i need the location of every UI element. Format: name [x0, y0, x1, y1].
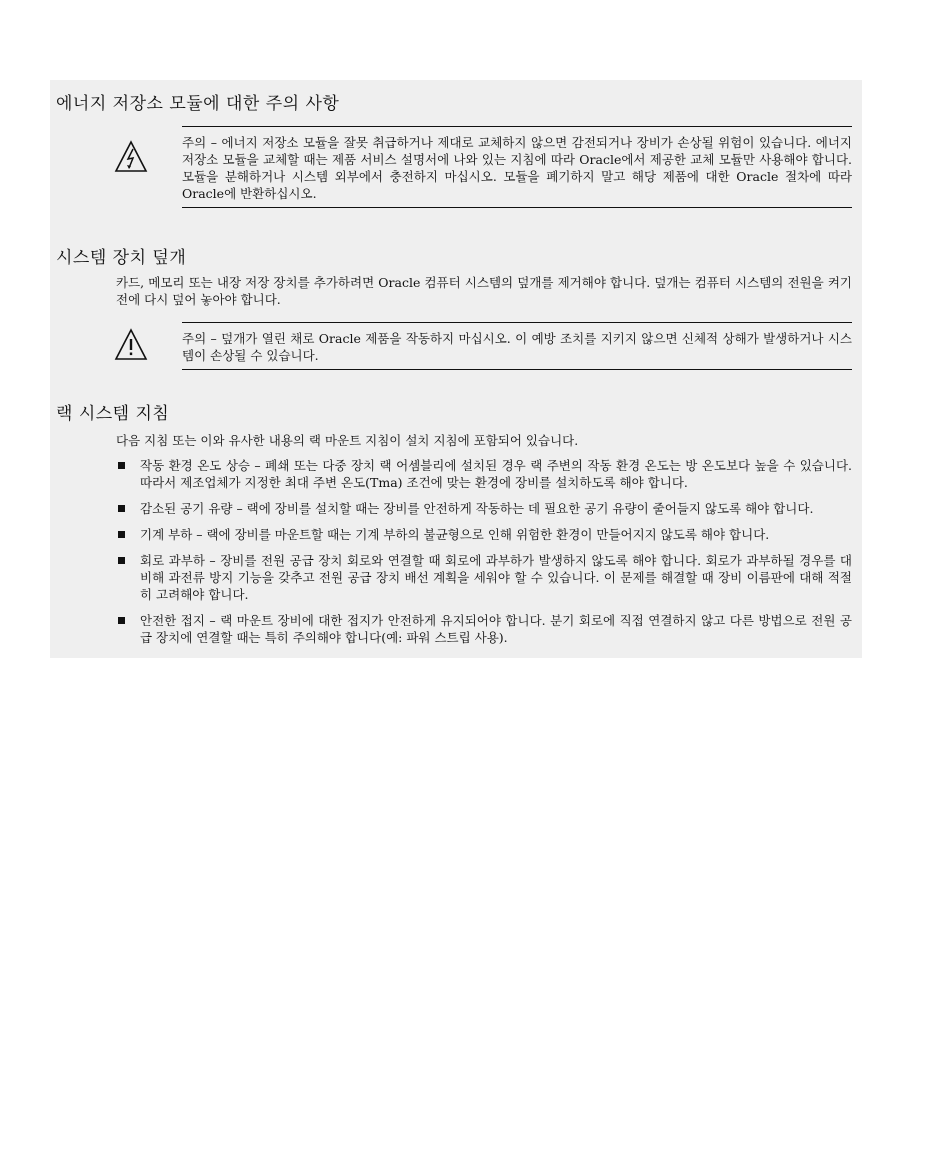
caution-text-system-cover: 주의 – 덮개가 열린 채로 Oracle 제품을 작동하지 마십시오. 이 예방 조치를 지키지 않으면 신체적 상해가 발생하거나 시스템이 손상될 수 있습니다.: [182, 322, 852, 370]
list-item: 작동 환경 온도 상승 – 폐쇄 또는 다중 장치 랙 어셈블리에 설치된 경우 랙 주변의 작동 환경 온도는 방 온도보다 높을 수 있습니다. 따라서 제조업체가 지정한 최대 주변 온도(Tma) 조건에 맞는 환경에 장비를 설치하도록 해야 합니다.: [116, 457, 852, 491]
warning-exclamation-icon: [114, 328, 148, 362]
square-bullet-icon: [118, 505, 125, 512]
list-item: 안전한 접지 – 랙 마운트 장비에 대한 접지가 안전하게 유지되어야 합니다. 분기 회로에 직접 연결하지 않고 다른 방법으로 전원 공급 장치에 연결할 때는 특히 주의해야 합니다(예: 파워 스트립 사용).: [116, 612, 852, 646]
energy-storage-section: [50, 92, 862, 208]
square-bullet-icon: [118, 462, 125, 469]
rack-system-intro: 다음 지침 또는 이와 유사한 내용의 랙 마운트 지침이 설치 지침에 포함되어 있습니다.: [116, 433, 579, 448]
section-heading-system-cover: 시스템 장치 덮개: [56, 248, 187, 268]
caution-notice-system-cover: [114, 322, 852, 376]
page-content: [50, 80, 862, 658]
square-bullet-icon: [118, 617, 125, 624]
section-heading-rack-system: 랙 시스템 지침: [56, 404, 170, 424]
system-cover-section: [50, 246, 862, 376]
list-item: 감소된 공기 유량 – 랙에 장비를 설치할 때는 장비를 안전하게 작동하는 데 필요한 공기 유량이 줄어들지 않도록 해야 합니다.: [116, 500, 852, 517]
section-heading-energy-storage: 에너지 저장소 모듈에 대한 주의 사항: [56, 94, 340, 114]
list-item: 기계 부하 – 랙에 장비를 마운트할 때는 기계 부하의 불균형으로 인해 위험한 환경이 만들어지지 않도록 해야 합니다.: [116, 526, 852, 543]
rack-guidelines-list: [116, 457, 852, 646]
square-bullet-icon: [118, 557, 125, 564]
electric-shock-warning-icon: [114, 140, 148, 174]
caution-notice-energy-storage: [114, 126, 852, 208]
caution-text-energy-storage: 주의 – 에너지 저장소 모듈을 잘못 취급하거나 제대로 교체하지 않으면 감전되거나 장비가 손상될 위험이 있습니다. 에너지 저장소 모듈을 교체할 때는 제품 서비스 설명서에 나와 있는 지침에 따라 Oracle에서 제공한 교체 모듈만 사용해야 합니다. 모듈을 분해하거나 시스템 외부에서 충전하지 마십시오. 모듈을 폐기하지 말고 해당 제품에 대한 Oracle 절차에 따라 Oracle에 반환하십시오.: [182, 126, 852, 208]
rack-system-section: [50, 402, 862, 646]
square-bullet-icon: [118, 531, 125, 538]
list-item: 회로 과부하 – 장비를 전원 공급 장치 회로와 연결할 때 회로에 과부하가 발생하지 않도록 해야 합니다. 회로가 과부하될 경우를 대비해 과전류 방지 기능을 갖추고 전원 공급 장치 배선 계획을 세워야 할 수 있습니다. 이 문제를 해결할 때 장비 이름판에 대해 적절히 고려해야 합니다.: [116, 552, 852, 603]
system-cover-paragraph: 카드, 메모리 또는 내장 저장 장치를 추가하려면 Oracle 컴퓨터 시스템의 덮개를 제거해야 합니다. 덮개는 컴퓨터 시스템의 전원을 켜기 전에 다시 덮어 놓아야 합니다.: [116, 275, 852, 307]
